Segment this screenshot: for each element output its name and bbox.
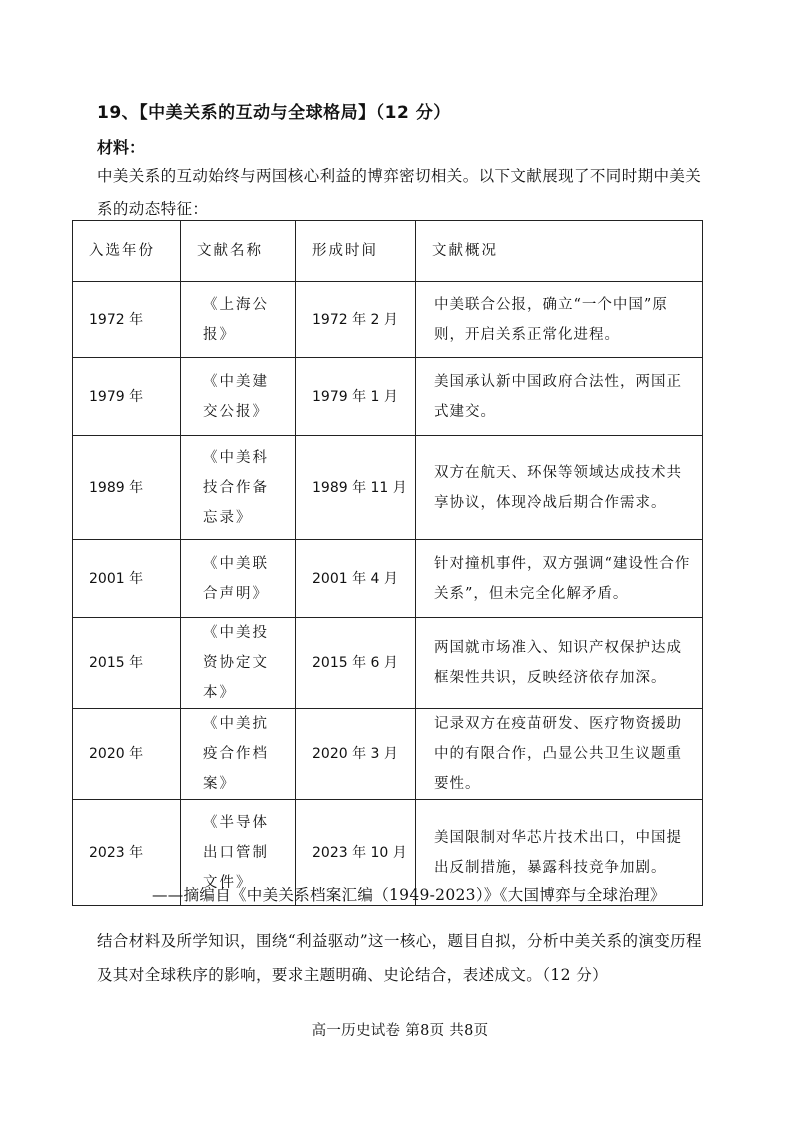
row-year: 2020 年 bbox=[73, 709, 181, 800]
row-summary: 双方在航天、环保等领域达成技术共享协议，体现冷战后期合作需求。 bbox=[416, 436, 703, 540]
documents-table bbox=[72, 220, 703, 906]
table-row bbox=[73, 436, 703, 540]
row-year: 2015 年 bbox=[73, 618, 181, 709]
row-summary: 美国承认新中国政府合法性，两国正式建交。 bbox=[416, 358, 703, 436]
row-document-name: 《中美联合声明》 bbox=[181, 540, 296, 618]
row-summary: 针对撞机事件，双方强调“建设性合作关系”，但未完全化解矛盾。 bbox=[416, 540, 703, 618]
table-row bbox=[73, 358, 703, 436]
table-row bbox=[73, 282, 703, 358]
table-header-row bbox=[73, 221, 703, 282]
table-row bbox=[73, 618, 703, 709]
row-document-name: 《半导体出口管制文件》 bbox=[181, 800, 296, 906]
row-time: 1979 年 1 月 bbox=[296, 358, 416, 436]
row-summary: 两国就市场准入、知识产权保护达成框架性共识，反映经济依存加深。 bbox=[416, 618, 703, 709]
row-document-name: 《上海公报》 bbox=[181, 282, 296, 358]
row-time: 2001 年 4 月 bbox=[296, 540, 416, 618]
row-time: 1972 年 2 月 bbox=[296, 282, 416, 358]
row-time: 1989 年 11 月 bbox=[296, 436, 416, 540]
row-summary: 美国限制对华芯片技术出口，中国提出反制措施，暴露科技竞争加剧。 bbox=[416, 800, 703, 906]
table-row bbox=[73, 709, 703, 800]
row-time: 2023 年 10 月 bbox=[296, 800, 416, 906]
row-document-name: 《中美科技合作备忘录》 bbox=[181, 436, 296, 540]
page-footer: 高一历史试卷 第8页 共8页 bbox=[311, 1023, 489, 1039]
header-time: 形成时间 bbox=[296, 221, 416, 282]
row-document-name: 《中美投资协定文本》 bbox=[181, 618, 296, 709]
header-name: 文献名称 bbox=[181, 221, 296, 282]
row-year: 1972 年 bbox=[73, 282, 181, 358]
material-intro: 中美关系的互动始终与两国核心利益的博弈密切相关。以下文献展现了不同时期中美关系的动态特征： bbox=[97, 167, 702, 218]
row-time: 2020 年 3 月 bbox=[296, 709, 416, 800]
row-year: 1979 年 bbox=[73, 358, 181, 436]
row-year: 2023 年 bbox=[73, 800, 181, 906]
task-prompt: 结合材料及所学知识，围绕“利益驱动”这一核心，题目自拟，分析中美关系的演变历程及其对全球秩序的影响，要求主题明确、史论结合，表述成文。（12 分） bbox=[97, 932, 702, 984]
header-summary: 文献概况 bbox=[416, 221, 703, 282]
row-year: 2001 年 bbox=[73, 540, 181, 618]
row-document-name: 《中美建交公报》 bbox=[181, 358, 296, 436]
source-citation: ——摘编自《中美关系档案汇编（1949-2023）》《大国博弈与全球治理》 bbox=[152, 886, 666, 904]
row-time: 2015 年 6 月 bbox=[296, 618, 416, 709]
question-title: 19、【中美关系的互动与全球格局】（12 分） bbox=[97, 103, 451, 123]
table-row bbox=[73, 540, 703, 618]
row-year: 1989 年 bbox=[73, 436, 181, 540]
material-label: 材料： bbox=[97, 138, 146, 157]
row-summary: 中美联合公报，确立“一个中国”原则，开启关系正常化进程。 bbox=[416, 282, 703, 358]
header-year: 入选年份 bbox=[73, 221, 181, 282]
row-document-name: 《中美抗疫合作档案》 bbox=[181, 709, 296, 800]
row-summary: 记录双方在疫苗研发、医疗物资援助中的有限合作，凸显公共卫生议题重要性。 bbox=[416, 709, 703, 800]
